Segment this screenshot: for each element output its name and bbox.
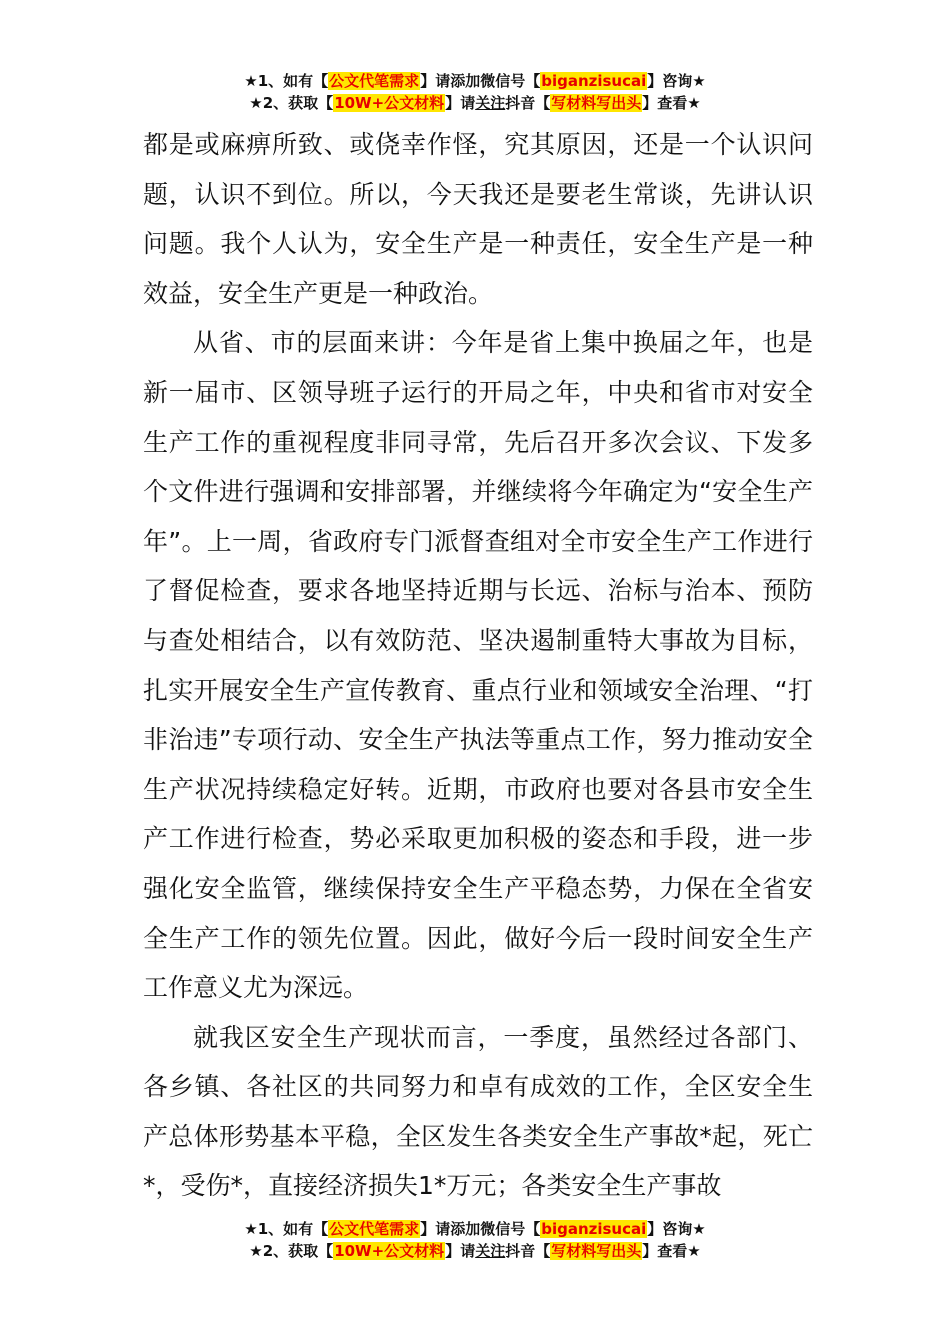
document-body <box>143 120 813 1211</box>
header-highlight-service: 公文代笔需求 <box>329 72 420 90</box>
footer-highlight-douyin: 写材料写出头 <box>551 1242 642 1260</box>
footer-highlight-wechat-id: biganzisucai <box>541 1220 647 1238</box>
footer-line-2: ★2、获取【10W+公文材料】请关注抖音【写材料写出头】查看★ <box>249 1242 701 1260</box>
header-line-2: ★2、获取【10W+公文材料】请关注抖音【写材料写出头】查看★ <box>249 94 701 112</box>
header-banner <box>0 70 950 114</box>
footer-highlight-service: 公文代笔需求 <box>329 1220 420 1238</box>
footer-banner <box>0 1218 950 1262</box>
paragraph-3: 就我区安全生产现状而言，一季度，虽然经过各部门、各乡镇、各社区的共同努力和卓有成效的工作，全区安全生产总体形势基本平稳，全区发生各类安全生产事故*起，死亡*，受伤*，直接经济损失1*万元；各类安全生产事故 <box>143 1022 813 1201</box>
paragraph-1: 都是或麻痹所致、或侥幸作怪，究其原因，还是一个认识问题，认识不到位。所以，今天我还是要老生常谈，先讲认识问题。我个人认为，安全生产是一种责任，安全生产是一种效益，安全生产更是一种政治。 <box>143 130 813 308</box>
header-highlight-materials: 10W+公文材料 <box>334 94 445 112</box>
header-highlight-wechat-id: biganzisucai <box>541 72 647 90</box>
footer-highlight-materials: 10W+公文材料 <box>334 1242 445 1260</box>
paragraph-2: 从省、市的层面来讲：今年是省上集中换届之年，也是新一届市、区领导班子运行的开局之年，中央和省市对安全生产工作的重视程度非同寻常，先后召开多次会议、下发多个文件进行强调和安排部署，并继续将今年确定为“安全生产年”。上一周，省政府专门派督查组对全市安全生产工作进行了督促检查，要求各地坚持近期与长远、治标与治本、预防与查处相结合，以有效防范、坚决遏制重特大事故为目标，扎实开展安全生产宣传教育、重点行业和领域安全治理、“打非治违”专项行动、安全生产执法等重点工作，努力推动安全生产状况持续稳定好转。近期，市政府也要对各县市安全生产工作进行检查，势必采取更加积极的姿态和手段，进一步强化安全监管，继续保持安全生产平稳态势，力保在全省安全生产工作的领先位置。因此，做好今后一段时间安全生产工作意义尤为深远。 <box>143 328 813 1003</box>
footer-line-1: ★1、如有【公文代笔需求】请添加微信号【biganzisucai】咨询★ <box>244 1220 706 1238</box>
header-line-1: ★1、如有【公文代笔需求】请添加微信号【biganzisucai】咨询★ <box>244 72 706 90</box>
header-highlight-douyin: 写材料写出头 <box>551 94 642 112</box>
